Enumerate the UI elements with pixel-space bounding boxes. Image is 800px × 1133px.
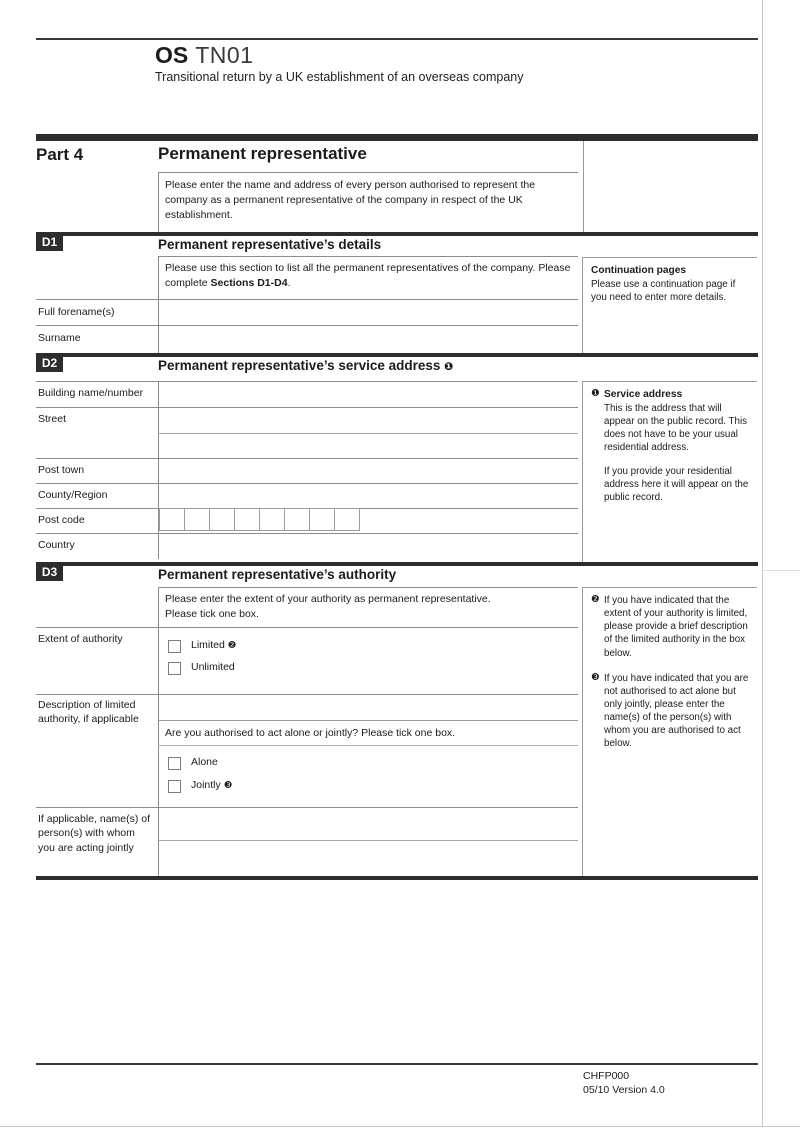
footer-version: 05/10 Version 4.0	[583, 1084, 665, 1096]
postcode-cell[interactable]	[159, 508, 185, 531]
jointly-note-body: If you have indicated that you are not authorised to act alone but only jointly, please enter the name(s) of the person(s) with whom you are authorised to act below.	[604, 672, 749, 750]
service-address-note	[591, 388, 753, 505]
d3-bottom-bar	[36, 876, 758, 880]
d2-notes-box	[582, 381, 757, 562]
limited-option-text: Limited	[191, 639, 225, 651]
continuation-note-body: Please use a continuation page if you need to enter more details.	[591, 278, 736, 303]
d3-section-bar	[36, 562, 758, 566]
county-label: County/Region	[38, 489, 108, 501]
d3-divider	[158, 720, 578, 721]
d1-section-title: Permanent representative’s details	[158, 237, 382, 252]
country-input[interactable]	[159, 534, 577, 559]
limited-checkbox[interactable]	[168, 640, 181, 653]
jointly-names-label: If applicable, name(s) of person(s) with whom you are acting jointly	[38, 813, 151, 854]
forenames-input[interactable]	[159, 300, 577, 324]
service-address-note-title: Service address	[604, 389, 683, 400]
postcode-cell[interactable]	[234, 508, 260, 531]
postcode-cell[interactable]	[209, 508, 235, 531]
part4-content-border	[158, 172, 159, 232]
d3-section-code: D3	[36, 562, 63, 581]
form-code-bold: OS	[155, 42, 189, 68]
header-top-rule	[36, 38, 758, 40]
service-address-note-para1: This is the address that will appear on the public record. This does not have to be your usual residential address.	[604, 402, 748, 454]
surname-label: Surname	[38, 332, 81, 344]
street-input-line2[interactable]	[159, 434, 577, 457]
post-town-label: Post town	[38, 464, 85, 476]
service-address-note-para2: If you provide your residential address here it will appear on the public record.	[604, 466, 749, 504]
building-label: Building name/number	[38, 387, 144, 399]
jointly-marker-icon: ❸	[223, 780, 233, 791]
building-input[interactable]	[159, 382, 577, 406]
d1-title-rule	[158, 256, 578, 257]
footer-rule	[36, 1063, 758, 1065]
limited-description-input[interactable]	[159, 695, 577, 719]
footer-doc-code: CHFP000	[583, 1070, 630, 1082]
d2-section-title	[158, 358, 454, 373]
alone-checkbox[interactable]	[168, 757, 181, 770]
d1-description-text: Please use this section to list all the permanent representatives of the company. Please complete	[165, 262, 571, 290]
limited-marker-icon: ❷	[227, 640, 237, 651]
limited-option-label	[191, 639, 236, 651]
part4-notes-divider	[583, 141, 584, 232]
note-2-marker-icon: ❷	[591, 594, 600, 605]
part4-title: Permanent representative	[158, 144, 367, 163]
page-right-edge	[762, 0, 763, 1126]
limited-authority-note-body: If you have indicated that the extent of your authority is limited, please provide a brief description of the limited authority in the box below.	[604, 595, 748, 659]
street-label: Street	[38, 413, 67, 425]
part4-title-rule	[158, 172, 578, 173]
d3-description-line1: Please enter the extent of your authority as permanent representative.	[165, 593, 491, 605]
post-town-input[interactable]	[159, 459, 577, 482]
extent-of-authority-label: Extent of authority	[38, 633, 123, 645]
page-bottom-edge	[0, 1126, 800, 1127]
jointly-note	[591, 672, 753, 751]
county-input[interactable]	[159, 484, 577, 507]
d3-notes-box	[582, 587, 757, 876]
part4-section-bar	[36, 134, 758, 141]
alone-option-label: Alone	[191, 756, 218, 768]
d3-section-title: Permanent representative’s authority	[158, 567, 397, 582]
d3-row-rule	[36, 627, 578, 628]
d1-description	[165, 261, 573, 291]
postcode-cell[interactable]	[184, 508, 210, 531]
unlimited-option-label: Unlimited	[191, 661, 235, 673]
postcode-cell[interactable]	[284, 508, 310, 531]
d2-section-title-text: Permanent representative’s service address	[158, 358, 441, 373]
jointly-checkbox[interactable]	[168, 780, 181, 793]
d1-description-suffix: .	[287, 277, 291, 290]
jointly-option-text: Jointly	[191, 779, 221, 791]
d1-description-bold: Sections D1-D4	[210, 277, 288, 290]
continuation-note-title: Continuation pages	[591, 265, 687, 276]
d3-description	[165, 592, 573, 622]
country-label: Country	[38, 539, 75, 551]
jointly-question: Are you authorised to act alone or jointly? Please tick one box.	[165, 727, 456, 739]
postcode-cell[interactable]	[309, 508, 335, 531]
street-input[interactable]	[159, 408, 577, 432]
postcode-cell[interactable]	[259, 508, 285, 531]
d1-notes-box	[582, 257, 757, 353]
jointly-names-input-line2[interactable]	[159, 841, 577, 874]
jointly-names-input[interactable]	[159, 808, 577, 839]
postcode-cell[interactable]	[334, 508, 360, 531]
d3-title-rule	[158, 587, 578, 588]
limited-description-label: Description of limited authority, if applicable	[38, 699, 139, 726]
d2-section-bar	[36, 353, 758, 357]
form-code-number: TN01	[195, 42, 254, 68]
post-code-label: Post code	[38, 514, 85, 526]
note-1-marker-icon: ❶	[591, 388, 600, 399]
d1-section-code: D1	[36, 232, 63, 251]
d3-divider	[158, 745, 578, 746]
d2-section-code: D2	[36, 353, 63, 372]
part4-label: Part 4	[36, 145, 84, 164]
page-edge-artifact	[762, 570, 800, 571]
limited-authority-note	[591, 594, 753, 660]
note-3-marker-icon: ❸	[591, 671, 600, 683]
service-address-marker-icon: ❶	[444, 360, 454, 373]
d1-section-bar	[36, 232, 758, 236]
forenames-label: Full forename(s)	[38, 306, 115, 318]
d3-description-line2: Please tick one box.	[165, 608, 259, 621]
form-code	[155, 42, 253, 69]
part4-description: Please enter the name and address of every person authorised to represent the company as a permanent representative of the company in respect of the UK establishment.	[165, 179, 536, 222]
postcode-boxes	[159, 508, 360, 531]
unlimited-checkbox[interactable]	[168, 662, 181, 675]
surname-input[interactable]	[159, 326, 577, 352]
jointly-option-label	[191, 779, 232, 791]
form-subtitle: Transitional return by a UK establishment of an overseas company	[155, 70, 524, 84]
